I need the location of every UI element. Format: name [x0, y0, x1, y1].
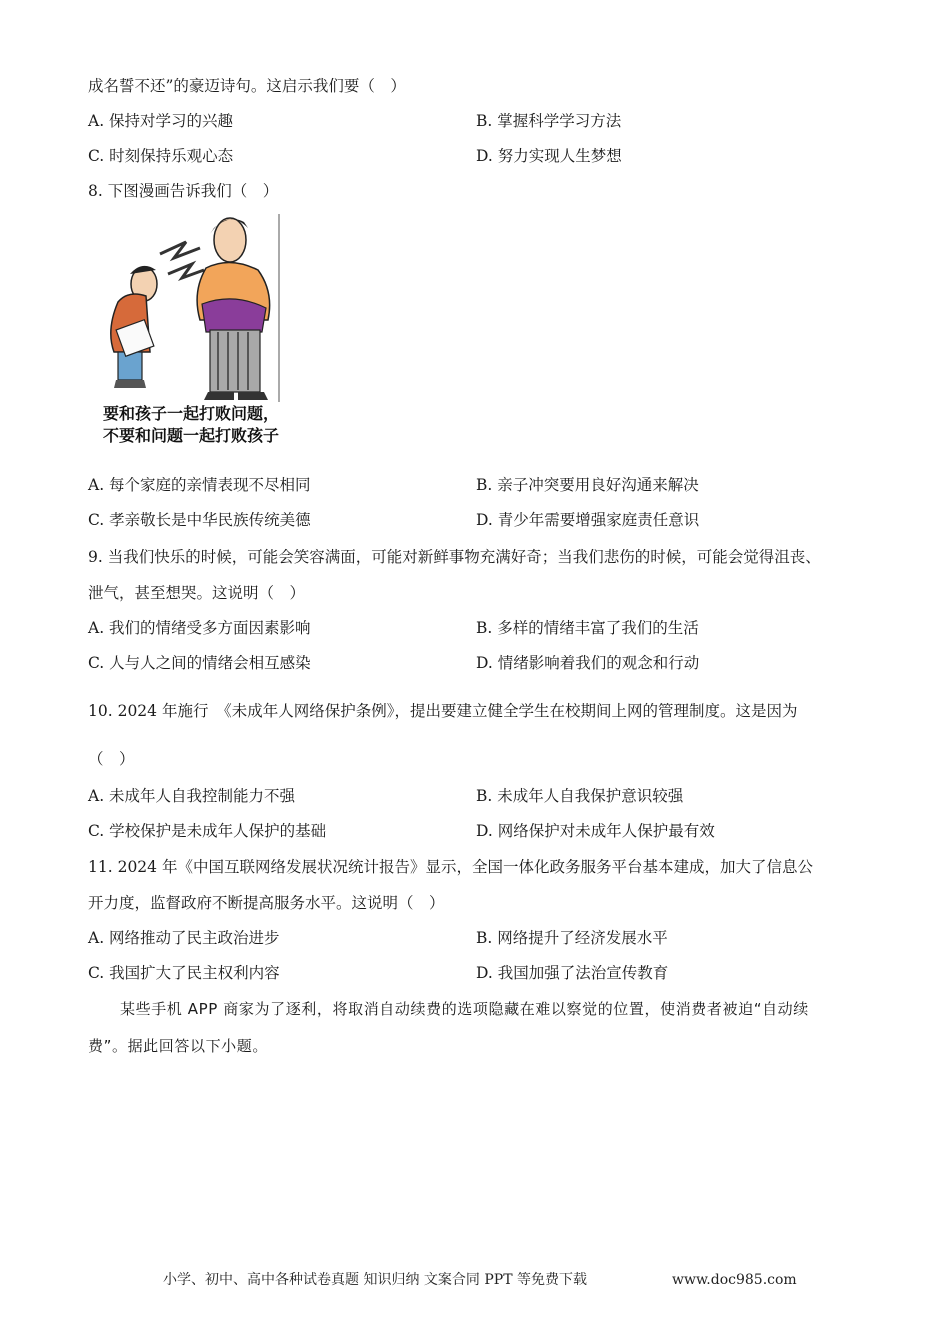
- passage-line-1: 某些手机 APP 商家为了逐利，将取消自动续费的选项隐藏在难以察觉的位置，使消费者被迫“自动续: [120, 1000, 809, 1018]
- q8-option-c: C. 孝亲敬长是中华民族传统美德: [88, 511, 311, 529]
- cartoon-illustration: [88, 212, 283, 404]
- q10-option-b: B. 未成年人自我保护意识较强: [476, 787, 684, 805]
- cartoon-caption-line-2: 不要和问题一起打败孩子: [103, 426, 280, 445]
- q11-option-b: B. 网络提升了经济发展水平: [476, 929, 668, 947]
- footer-url-link[interactable]: www.doc985.com: [672, 1272, 797, 1288]
- q10-option-d: D. 网络保护对未成年人保护最有效: [476, 822, 715, 840]
- q7-option-a: A. 保持对学习的兴趣: [88, 112, 234, 130]
- q7-option-c: C. 时刻保持乐观心态: [88, 147, 234, 165]
- q11-option-a: A. 网络推动了民主政治进步: [88, 929, 280, 947]
- q9-stem-line-1: 9. 当我们快乐的时候，可能会笑容满面，可能对新鲜事物充满好奇；当我们悲伤的时候，可能会觉得沮丧、: [88, 548, 821, 566]
- q10-stem-line-2: （ ）: [88, 750, 135, 768]
- footer-text: 小学、初中、高中各种试卷真题 知识归纳 文案合同 PPT 等免费下载: [163, 1272, 587, 1288]
- q10-option-a: A. 未成年人自我控制能力不强: [88, 787, 296, 805]
- passage-line-2: 费”。据此回答以下小题。: [88, 1037, 268, 1055]
- q7-option-d: D. 努力实现人生梦想: [476, 147, 622, 165]
- q7-stem-continuation: 成名誓不还”的豪迈诗句。这启示我们要（ ）: [88, 77, 406, 95]
- q8-option-a: A. 每个家庭的亲情表现不尽相同: [88, 476, 311, 494]
- q9-option-d: D. 情绪影响着我们的观念和行动: [476, 654, 700, 672]
- q10-option-c: C. 学校保护是未成年人保护的基础: [88, 822, 327, 840]
- q10-stem-line-1: 10. 2024 年施行 《未成年人网络保护条例》，提出要建立健全学生在校期间上网的管理制度。这是因为: [88, 702, 798, 720]
- q8-option-d: D. 青少年需要增强家庭责任意识: [476, 511, 700, 529]
- q11-option-c: C. 我国扩大了民主权利内容: [88, 964, 280, 982]
- cartoon-caption-line-1: 要和孩子一起打败问题，: [103, 404, 280, 423]
- q9-option-c: C. 人与人之间的情绪会相互感染: [88, 654, 311, 672]
- q11-stem-line-2: 开力度，监督政府不断提高服务水平。这说明（ ）: [88, 894, 445, 912]
- q11-stem-line-1: 11. 2024 年《中国互联网络发展状况统计报告》显示，全国一体化政务服务平台基本建成，加大了信息公: [88, 858, 813, 876]
- q9-stem-line-2: 泄气，甚至想哭。这说明（ ）: [88, 584, 306, 602]
- q9-option-b: B. 多样的情绪丰富了我们的生活: [476, 619, 699, 637]
- q7-option-b: B. 掌握科学学习方法: [476, 112, 622, 130]
- q11-option-d: D. 我国加强了法治宣传教育: [476, 964, 669, 982]
- q8-stem: 8. 下图漫画告诉我们（ ）: [88, 182, 279, 200]
- q9-option-a: A. 我们的情绪受多方面因素影响: [88, 619, 311, 637]
- q8-option-b: B. 亲子冲突要用良好沟通来解决: [476, 476, 699, 494]
